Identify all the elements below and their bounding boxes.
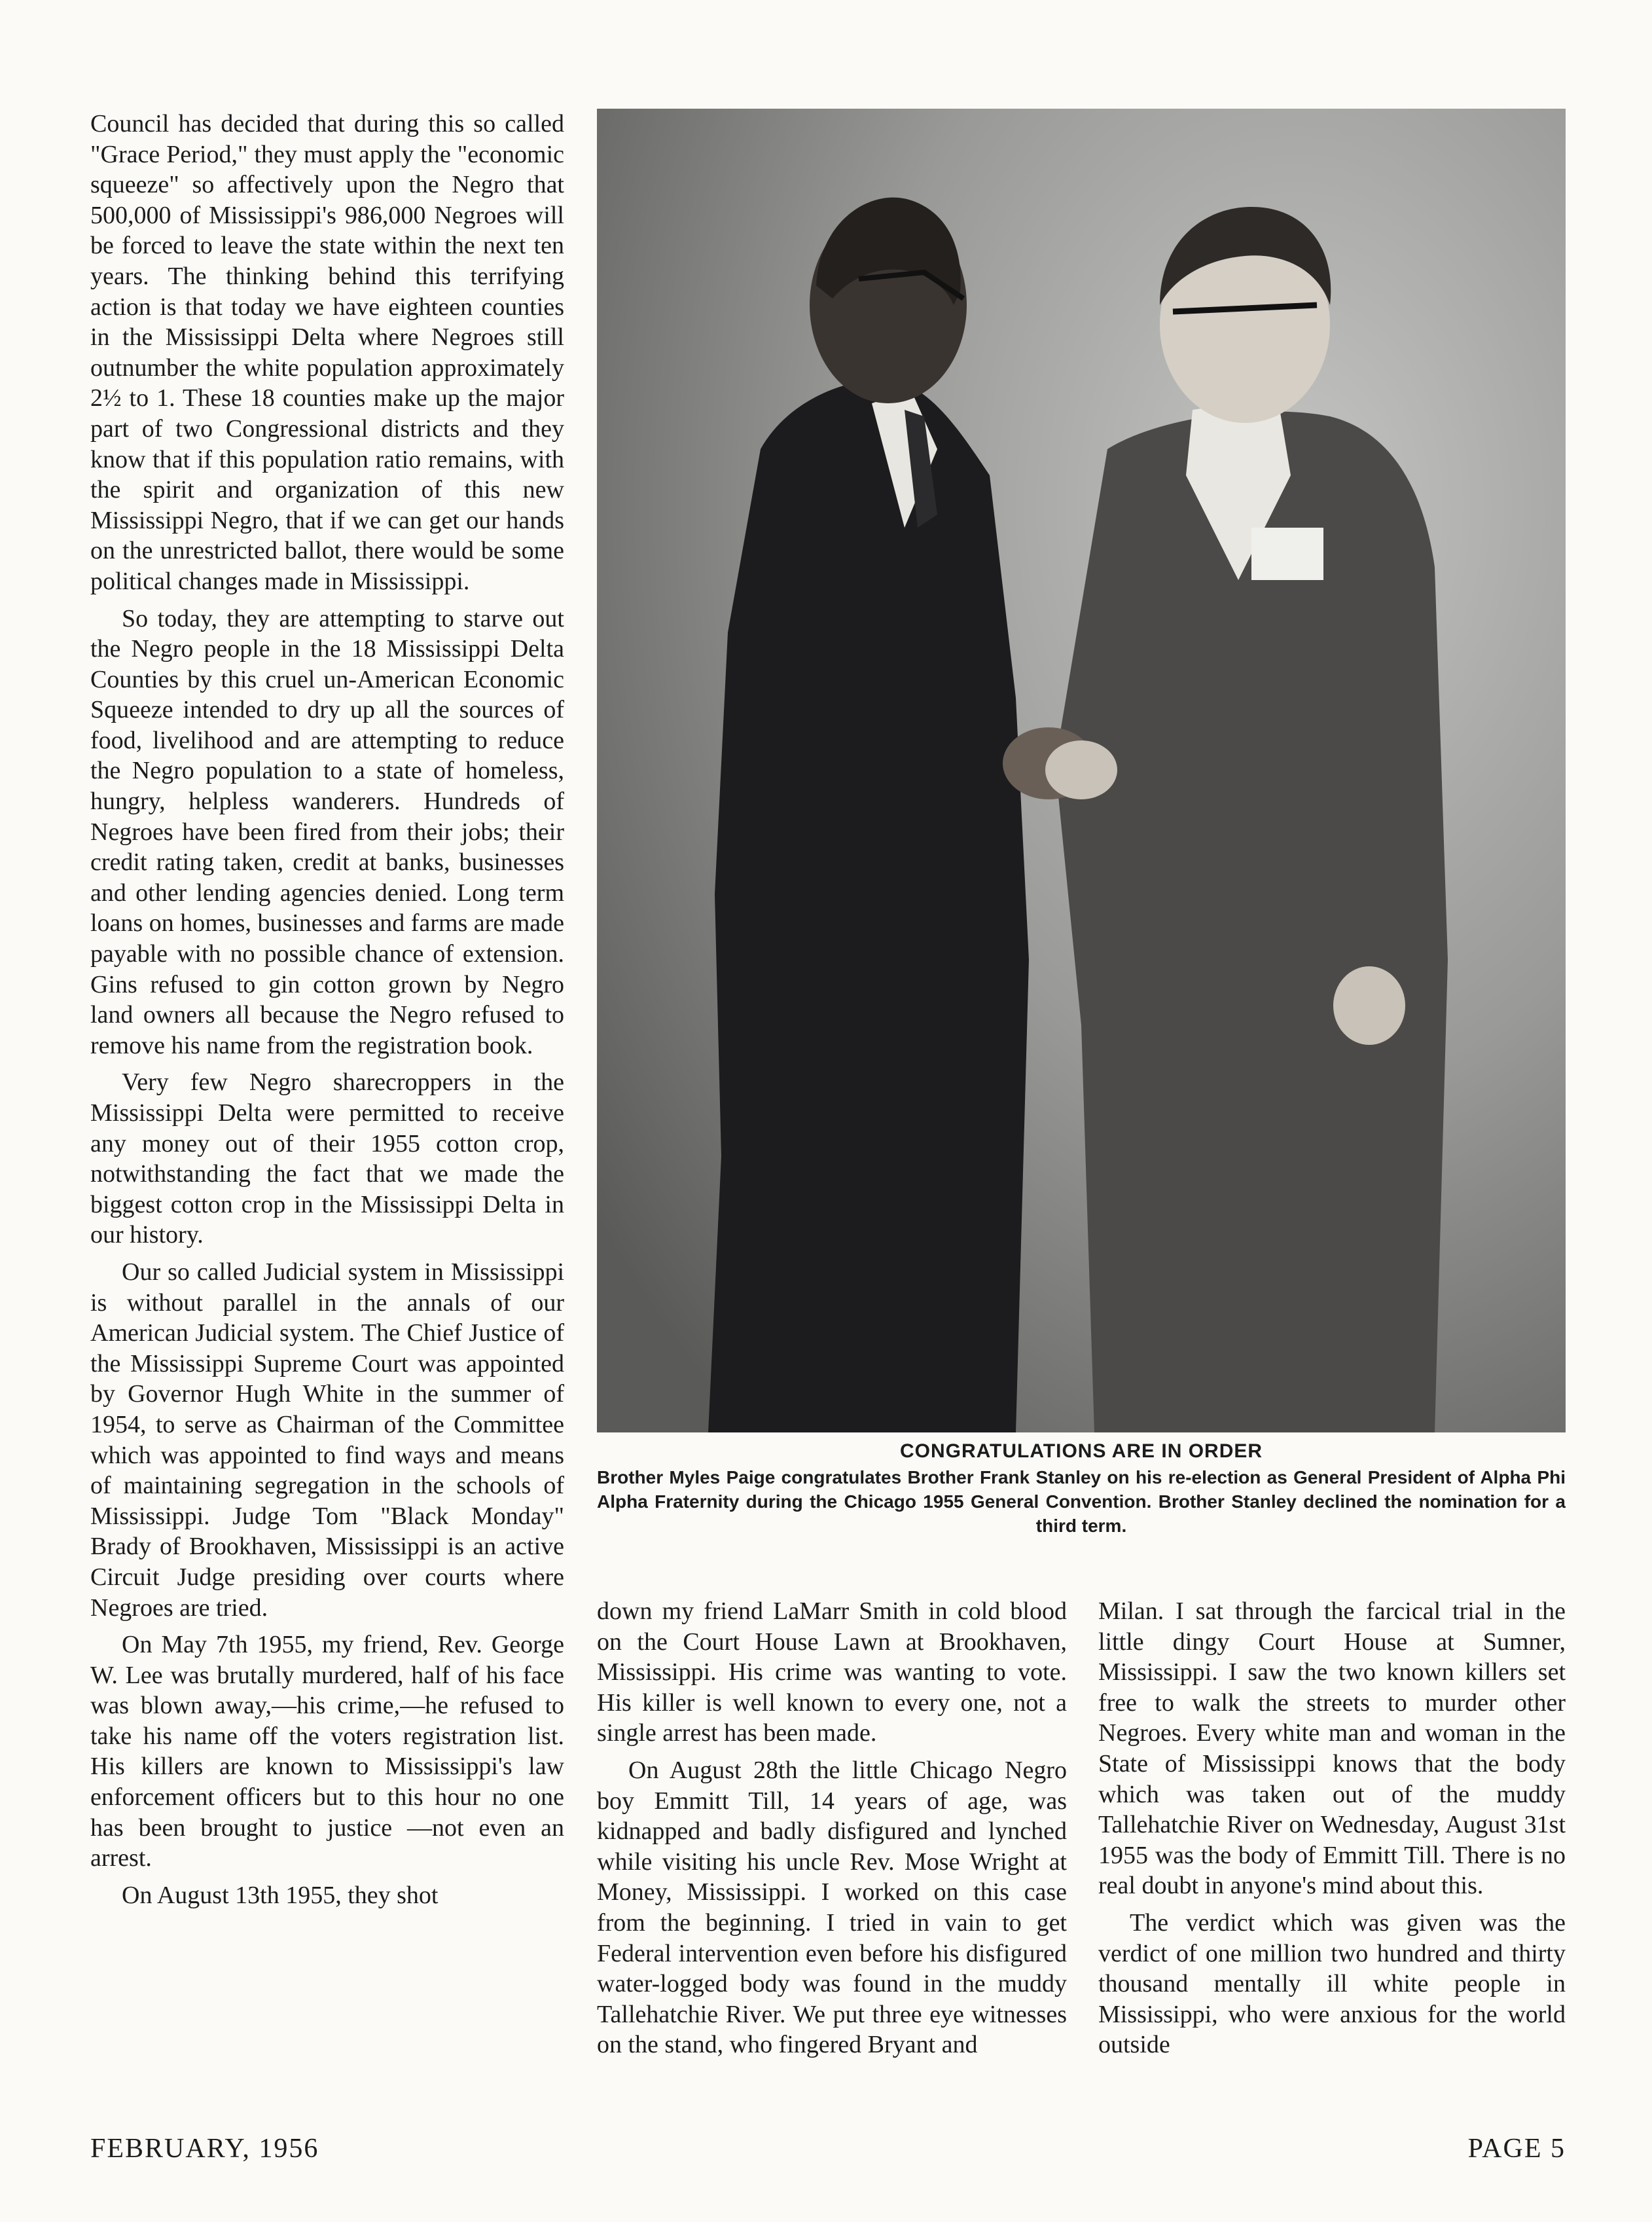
paragraph: Council has decided that during this so called "Grace Period," they must apply the "economic squeeze" so affectively upon the Negro that 500,000 of Mississippi's 986,000 Negroes will be forced to leave the state within the next ten years. The thinking behind this terrifying action is that today we have eighteen counties in the Mississippi Delta where Negroes still outnumber the white population approximately 2½ to 1. These 18 counties make up the major part of two Congressional districts and they know that if this population ratio remains, with the spirit and organization of this new Mississippi Negro, that if we can get our hands on the unrestricted ballot, there would be some political changes made in Mississippi. bbox=[90, 110, 564, 595]
caption-title: CONGRATULATIONS ARE IN ORDER bbox=[899, 1440, 1263, 1462]
paragraph: So today, they are attempting to starve out the Negro people in the 18 Mississippi Delta Counties by this cruel un-American Economic Squeeze intended to dry up all the sources of food, livelihood and are attempting to reduce the Negro population to a state of homeless, hungry, helpless wanderers. Hundreds of Negroes have been fired from their jobs; their credit rating taken, credit at banks, businesses and other lending agencies denied. Long term loans on homes, businesses and farms are made payable with no possible chance of extension. Gins refused to gin cotton grown by Negro land owners all because the Negro refused to remove his name from the registration book. bbox=[90, 604, 564, 1059]
middle-text-column bbox=[597, 1596, 1067, 2067]
right-text-column bbox=[1098, 1596, 1566, 2067]
paragraph: down my friend LaMarr Smith in cold blood on the Court House Lawn at Brookhaven, Mississippi. His crime was wanting to vote. His killer is well known to every one, not a single arrest has been made. bbox=[597, 1597, 1067, 1747]
footer-page-number: PAGE 5 bbox=[1467, 2134, 1566, 2164]
paragraph: The verdict which was given was the verdict of one million two hundred and thirty thousand mentally ill white people in Mississippi, who were anxious for the world outside bbox=[1098, 1908, 1566, 2059]
photo-caption bbox=[597, 1440, 1566, 1538]
photo-illustration bbox=[597, 109, 1566, 1432]
paragraph: On August 28th the little Chicago Negro boy Emmitt Till, 14 years of age, was kidnapped and badly disfigured and lynched while visiting his uncle Rev. Mose Wright at Money, Mississippi. I worked on this case from the beginning. I tried in vain to get Federal intervention even before his disfigured water-logged body was found in the muddy Tallehatchie River. We put three eye witnesses on the stand, who fingered Bryant and bbox=[597, 1756, 1067, 2059]
paragraph: Our so called Judicial system in Mississippi is without parallel in the annals of our American Judicial system. The Chief Justice of the Mississippi Supreme Court was appointed by Governor Hugh White in the summer of 1954, to serve as Chairman of the Committee which was appointed to find ways and means of maintaining segregation in the schools of Mississippi. Judge Tom "Black Monday" Brady of Brookhaven, Mississippi is an active Circuit Judge presiding over courts where Negroes are tried. bbox=[90, 1258, 564, 1622]
paragraph: On May 7th 1955, my friend, Rev. George W. Lee was brutally murdered, half of his face was blown away,—his crime,—he refused to take his name off the voters registration list. His killers are known to Mississippi's law enforcement officers but to this hour no one has been brought to justice —not even an arrest. bbox=[90, 1631, 564, 1872]
footer-date: FEBRUARY, 1956 bbox=[90, 2134, 319, 2164]
handshake-photo bbox=[597, 109, 1566, 1432]
paragraph: Milan. I sat through the farcical trial in the little dingy Court House at Sumner, Mississippi. I saw the two known killers set free to walk the streets to murder other Negroes. Every white man and woman in the State of Mississippi knows that the body which was taken out of the muddy Tallehatchie River on Wednesday, August 31st 1955 was the body of Emmitt Till. There is no real doubt in anyone's mind about this. bbox=[1098, 1597, 1566, 1900]
left-text-column bbox=[90, 109, 564, 1917]
paragraph: Very few Negro sharecroppers in the Mississippi Delta were permitted to receive any money out of their 1955 cotton crop, notwithstanding the fact that we made the biggest cotton crop in the Mississippi Delta in our history. bbox=[90, 1068, 564, 1249]
paragraph: On August 13th 1955, they shot bbox=[122, 1881, 439, 1909]
caption-text: Brother Myles Paige congratulates Brother Frank Stanley on his re-election as General President of Alpha Phi Alpha Fraternity during the Chicago 1955 General Convention. Brother Stanley declined the nomination for a third term. bbox=[597, 1467, 1566, 1536]
